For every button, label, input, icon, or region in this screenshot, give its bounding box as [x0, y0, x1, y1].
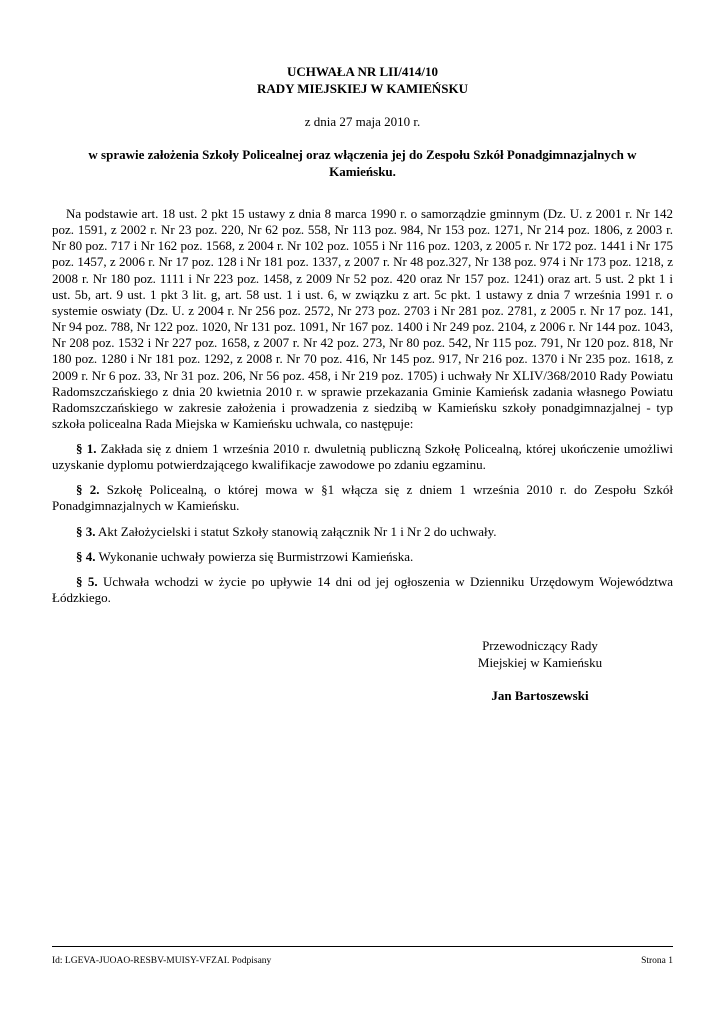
page-number: Strona 1	[641, 956, 673, 966]
resolution-number: UCHWAŁA NR LII/414/10	[287, 64, 438, 79]
paragraph-2	[52, 482, 673, 514]
signatory-name: Jan Bartoszewski	[491, 688, 589, 703]
resolution-body	[52, 206, 673, 606]
signature-title-line1: Przewodniczący Rady	[482, 638, 598, 653]
council-name: RADY MIEJSKIEJ W KAMIEŃSKU	[256, 81, 469, 96]
paragraph-3	[52, 524, 673, 540]
footer-divider	[52, 946, 673, 947]
paragraph-5	[52, 574, 673, 606]
paragraph-text: Zakłada się z dniem 1 września 2010 r. dwuletnią publiczną Szkołę Policealną, której ukończenie umożliwi uzyskanie dyplomu potwierdzającego kwalifikacje zawodowe po zdaniu egzaminu.	[52, 441, 673, 473]
paragraph-text: Szkołę Policealną, o której mowa w §1 włącza się z dniem 1 września 2010 r. do Zespołu Szkół Ponadgimnazjalnych w Kamieńsku.	[52, 482, 673, 514]
legal-basis-paragraph: Na podstawie art. 18 ust. 2 pkt 15 ustawy z dnia 8 marca 1990 r. o samorządzie gminnym (Dz. U. z 2001 r. Nr 142 poz. 1591, z 2002 r. Nr 23 poz. 220, Nr 62 poz. 558, Nr 113 poz. 984, Nr 153 poz. 1271, Nr 214 poz. 1806, z 2003 r. Nr 80 poz. 717 i Nr 162 poz. 1568, z 2004 r. Nr 102 poz. 1055 i Nr 116 poz. 1203, z 2005 r. Nr 172 poz. 1441 i Nr 175 poz. 1457, z 2006 r. Nr 17 poz. 128 i Nr 181 poz. 1337, z 2007 r. Nr 48 poz.327, Nr 138 poz. 974 i Nr 173 poz. 1218, z 2008 r. Nr 180 poz. 1111 i Nr 223 poz. 1458, z 2009 Nr 52 poz. 420 oraz Nr 157 poz. 1241) oraz art. 5 ust. 2 pkt 1 i ust. 5b, art. 9 ust. 1 pkt 3 lit. g, art. 58 ust. 1 i ust. 6, w związku z art. 5c pkt. 1 ustawy z dnia 7 września 1991 r. o systemie oswiaty (Dz. U. z 2004 r. Nr 256 poz. 2572, Nr 273 poz. 2703 i Nr 281 poz. 2781, z 2005 r. Nr 17 poz. 141, Nr 94 poz. 788, Nr 122 poz. 1020, Nr 131 poz. 1091, Nr 167 poz. 1400 i Nr 249 poz. 2104, z 2006 r. Nr 144 poz. 1043, Nr 208 poz. 1532 i Nr 227 poz. 1658, z 2007 r. Nr 42 poz. 273, Nr 80 poz. 542, Nr 115 poz. 791, Nr 120 poz. 818, Nr 180 poz. 1280 i Nr 181 poz. 1292, z 2008 r. Nr 70 poz. 416, Nr 145 poz. 917, Nr 216 poz. 1370 i Nr 235 poz. 1618, z 2009 r. Nr 6 poz. 33, Nr 31 poz. 206, Nr 56 poz. 458, i Nr 219 poz. 1705) i uchwały Nr XLIV/368/2010 Rady Powiatu Radomszczańskiego z dnia 20 kwietnia 2010 r. w sprawie przekazania Gminie Kamieńsk zadania własnego Powiatu Radomszczańskiego w zakresie założenia i prowadzenia z siedzibą w Kamieńsku szkoły ponadgimnazjalnej - typ szkoła policealna Rada Miejska w Kamieńsku uchwala, co następuje:	[52, 206, 673, 432]
paragraph-number: § 3.	[76, 523, 96, 539]
resolution-date: z dnia 27 maja 2010 r.	[304, 114, 421, 129]
paragraph-number: § 5.	[76, 573, 98, 589]
paragraph-text: Uchwała wchodzi w życie po upływie 14 dni od jej ogłoszenia w Dzienniku Urzędowym Województwa Łódzkiego.	[52, 573, 674, 605]
paragraph-text: Wykonanie uchwały powierza się Burmistrzowi Kamieńska.	[95, 548, 414, 564]
document-id: Id: LGEVA-JUOAO-RESBV-MUISY-VFZAI. Podpisany	[52, 956, 272, 966]
paragraph-4	[52, 549, 673, 565]
signature-title-line2: Miejskiej w Kamieńsku	[477, 655, 603, 670]
paragraph-1	[52, 441, 673, 473]
paragraph-number: § 4.	[76, 548, 96, 564]
paragraph-number: § 2.	[76, 482, 100, 498]
resolution-subject: w sprawie założenia Szkoły Policealnej oraz włączenia jej do Zespołu Szkół Ponadgimnazjalnych w Kamieńsku.	[88, 147, 637, 179]
paragraph-number: § 1.	[76, 441, 97, 457]
paragraph-text: Akt Założycielski i statut Szkoły stanowią załącznik Nr 1 i Nr 2 do uchwały.	[95, 523, 497, 539]
